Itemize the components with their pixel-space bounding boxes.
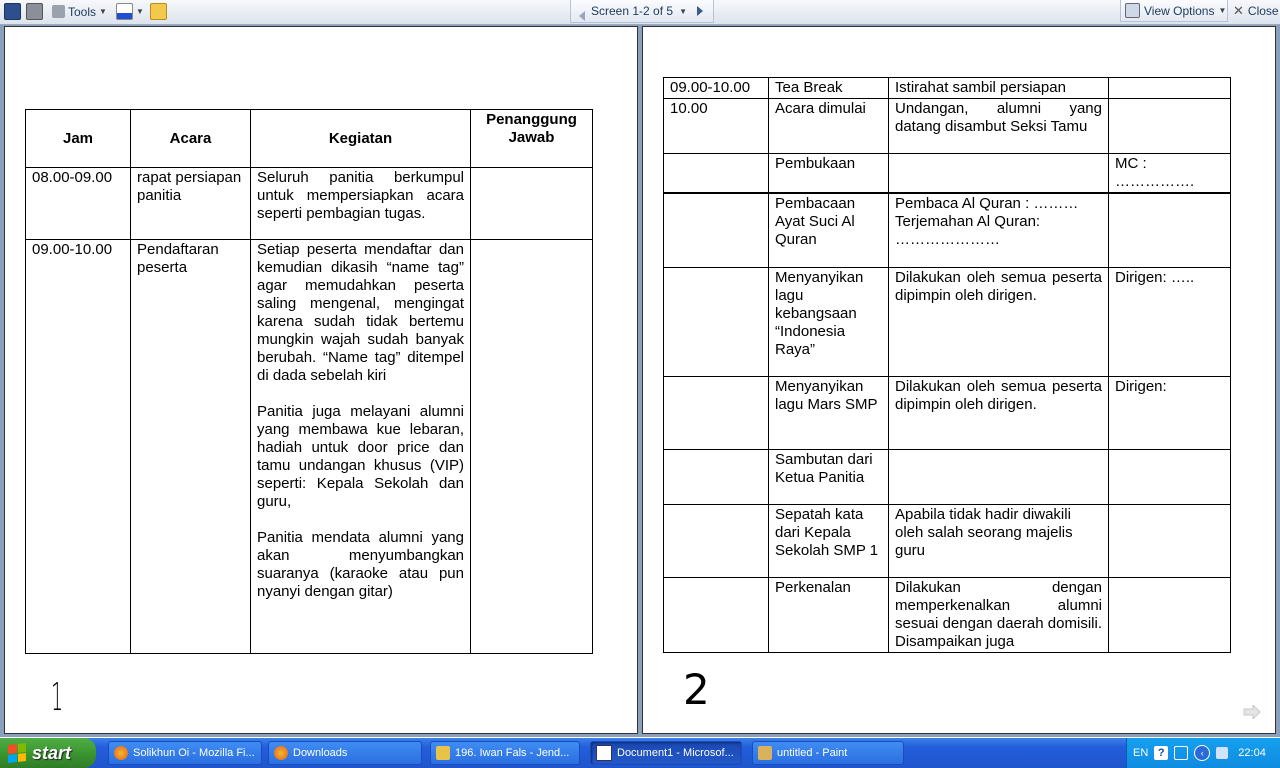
screen-label[interactable]: Screen 1-2 of 5 <box>591 4 674 18</box>
table-row <box>664 193 1231 267</box>
acara-cell: Perkenalan <box>769 577 889 652</box>
jam-cell <box>664 193 769 267</box>
penanggung-jawab-cell <box>1109 99 1231 154</box>
kegiatan-cell: Pembaca Al Quran : ……… Terjemahan Al Quran: ………………… <box>889 193 1109 267</box>
kegiatan-text: Panitia juga melayani alumni yang membawa kue lebaran, hadiah untuk door price dan tamu undangan khusus (VIP) seperti: Kepala Sekolah dan guru, <box>257 403 464 510</box>
save-button[interactable] <box>4 2 21 21</box>
table-row <box>664 99 1231 154</box>
taskbar-item-label: Document1 - Microsof... <box>617 747 734 759</box>
clock[interactable]: 22:04 <box>1238 747 1266 759</box>
reading-toolbar <box>0 0 1280 25</box>
windows-logo-icon <box>8 743 26 763</box>
close-button[interactable] <box>1230 0 1280 22</box>
kegiatan-cell <box>251 240 471 654</box>
penanggung-jawab-cell <box>1109 193 1231 267</box>
start-label: start <box>32 742 72 763</box>
table-row <box>664 267 1231 376</box>
jam-cell <box>664 267 769 376</box>
chevron-down-icon[interactable]: ▼ <box>679 6 687 16</box>
penanggung-jawab-cell <box>1109 78 1231 99</box>
next-screen-icon[interactable] <box>697 6 703 16</box>
language-indicator[interactable]: EN <box>1133 747 1149 759</box>
handwritten-page-number: 2 <box>683 665 710 714</box>
taskbar-item-media[interactable] <box>430 741 580 765</box>
acara-cell: Sambutan dari Ketua Panitia <box>769 449 889 504</box>
network-icon[interactable] <box>1174 746 1188 760</box>
jam-cell: 09.00-10.00 <box>664 78 769 99</box>
firefox-icon <box>274 746 288 760</box>
kegiatan-text: Panitia mendata alumni yang akan menyumbangkan suaranya (karaoke atau pun nyanyi dengan gitar) <box>257 529 464 600</box>
chevron-down-icon: ▼ <box>1218 6 1227 15</box>
table-row <box>664 577 1231 652</box>
tools-label: Tools <box>68 4 97 19</box>
acara-cell: Acara dimulai <box>769 99 889 154</box>
save-icon <box>4 3 21 20</box>
view-options-icon <box>1125 3 1140 18</box>
full-screen-reading-area <box>0 25 1280 737</box>
jam-cell: 09.00-10.00 <box>26 240 131 654</box>
penanggung-jawab-cell <box>471 168 593 240</box>
taskbar-item-label: untitled - Paint <box>777 747 848 759</box>
document-page-1 <box>4 26 638 734</box>
column-header: Kegiatan <box>251 110 471 168</box>
taskbar-item-label: 196. Iwan Fals - Jend... <box>455 747 570 759</box>
tools-icon <box>52 5 65 18</box>
acara-cell: Pembacaan Ayat Suci Al Quran <box>769 193 889 267</box>
acara-cell: Menyanyikan lagu kebangsaan “Indonesia Raya” <box>769 267 889 376</box>
tools-menu-button[interactable] <box>52 2 107 21</box>
taskbar-item-downloads[interactable] <box>268 741 422 765</box>
chevron-down-icon: ▼ <box>136 7 144 16</box>
print-icon <box>26 3 43 20</box>
handwritten-page-number: 1 <box>51 675 64 719</box>
document-page-2 <box>642 26 1276 734</box>
folder-icon <box>150 3 167 20</box>
firefox-icon <box>114 746 128 760</box>
kegiatan-cell <box>889 449 1109 504</box>
paint-icon <box>758 746 772 760</box>
kegiatan-cell: Dilakukan oleh semua peserta dipimpin oleh dirigen. <box>889 376 1109 449</box>
table-row <box>664 154 1231 194</box>
jam-cell <box>664 504 769 577</box>
jam-cell <box>664 154 769 194</box>
penanggung-jawab-cell: Dirigen: <box>1109 376 1231 449</box>
acara-cell: Sepatah kata dari Kepala Sekolah SMP 1 <box>769 504 889 577</box>
taskbar <box>0 738 1280 768</box>
table-row <box>664 504 1231 577</box>
highlight-button[interactable] <box>116 2 144 21</box>
start-button[interactable] <box>0 738 96 768</box>
penanggung-jawab-cell <box>1109 449 1231 504</box>
penanggung-jawab-cell <box>1109 504 1231 577</box>
penanggung-jawab-cell: Dirigen: ….. <box>1109 267 1231 376</box>
kegiatan-cell: Apabila tidak hadir diwakili oleh salah seorang majelis guru <box>889 504 1109 577</box>
kegiatan-cell: Dilakukan oleh semua peserta dipimpin oleh dirigen. <box>889 267 1109 376</box>
table-row <box>26 240 593 654</box>
word-document-icon <box>596 745 612 761</box>
column-header: Acara <box>131 110 251 168</box>
table-header-row <box>26 110 593 168</box>
acara-cell: Pembukaan <box>769 154 889 194</box>
screen-navigator <box>570 0 714 23</box>
kegiatan-text: Setiap peserta mendaftar dan kemudian dikasih “name tag” agar memudahkan peserta saling mengenal, mengingat karena sudah tidak bertemu mungkin wajah sudah banyak berubah. “Name tag” ditempel di dada sebelah kiri <box>257 241 464 384</box>
column-header: Jam <box>26 110 131 168</box>
table-row <box>664 376 1231 449</box>
close-icon: ✕ <box>1233 3 1244 18</box>
kegiatan-cell <box>889 154 1109 194</box>
view-options-label: View Options <box>1144 3 1215 18</box>
kegiatan-cell: Undangan, alumni yang datang disambut Seksi Tamu <box>889 99 1109 154</box>
table-row <box>664 449 1231 504</box>
schedule-table-page-2 <box>663 77 1231 653</box>
text-highlight-icon <box>116 3 133 20</box>
close-label: Close <box>1247 4 1279 18</box>
jam-cell <box>664 449 769 504</box>
media-player-icon <box>436 746 450 760</box>
penanggung-jawab-cell: MC : ……………. <box>1109 154 1231 194</box>
taskbar-item-label: Downloads <box>293 747 348 759</box>
penanggung-jawab-cell <box>471 240 593 654</box>
system-tray <box>1126 738 1280 768</box>
schedule-table-page-1 <box>25 109 593 654</box>
column-header: Penanggung Jawab <box>471 110 593 168</box>
help-icon[interactable]: ? <box>1154 746 1168 760</box>
taskbar-item-paint[interactable] <box>752 741 904 765</box>
jam-cell <box>664 376 769 449</box>
taskbar-item-word[interactable] <box>590 741 742 765</box>
kegiatan-cell: Istirahat sambil persiapan <box>889 78 1109 99</box>
acara-cell: Pendaftaran peserta <box>131 240 251 654</box>
kegiatan-text: Seluruh panitia berkumpul untuk mempersiapkan acara seperti pembagian tugas. <box>257 169 464 222</box>
next-page-arrow-icon[interactable] <box>1243 705 1261 719</box>
penanggung-jawab-cell <box>1109 577 1231 652</box>
acara-cell: Tea Break <box>769 78 889 99</box>
table-row <box>26 168 593 240</box>
taskbar-item-firefox-1[interactable] <box>108 741 262 765</box>
jam-cell: 08.00-09.00 <box>26 168 131 240</box>
acara-cell: rapat persiapan panitia <box>131 168 251 240</box>
acara-cell: Menyanyikan lagu Mars SMP <box>769 376 889 449</box>
jam-cell: 10.00 <box>664 99 769 154</box>
table-row <box>664 78 1231 99</box>
show-hidden-icons-button[interactable]: ‹ <box>1194 745 1210 761</box>
folder-button[interactable] <box>150 2 167 21</box>
jam-cell <box>664 577 769 652</box>
view-options-button[interactable] <box>1120 0 1228 22</box>
chevron-down-icon: ▼ <box>99 7 107 16</box>
kegiatan-cell <box>251 168 471 240</box>
kegiatan-cell: Dilakukan dengan memperkenalkan alumni sesuai dengan daerah domisili. Disampaikan juga <box>889 577 1109 652</box>
taskbar-item-label: Solikhun Oi - Mozilla Fi... <box>133 747 255 759</box>
volume-icon[interactable] <box>1216 747 1228 759</box>
print-button[interactable] <box>26 2 43 21</box>
